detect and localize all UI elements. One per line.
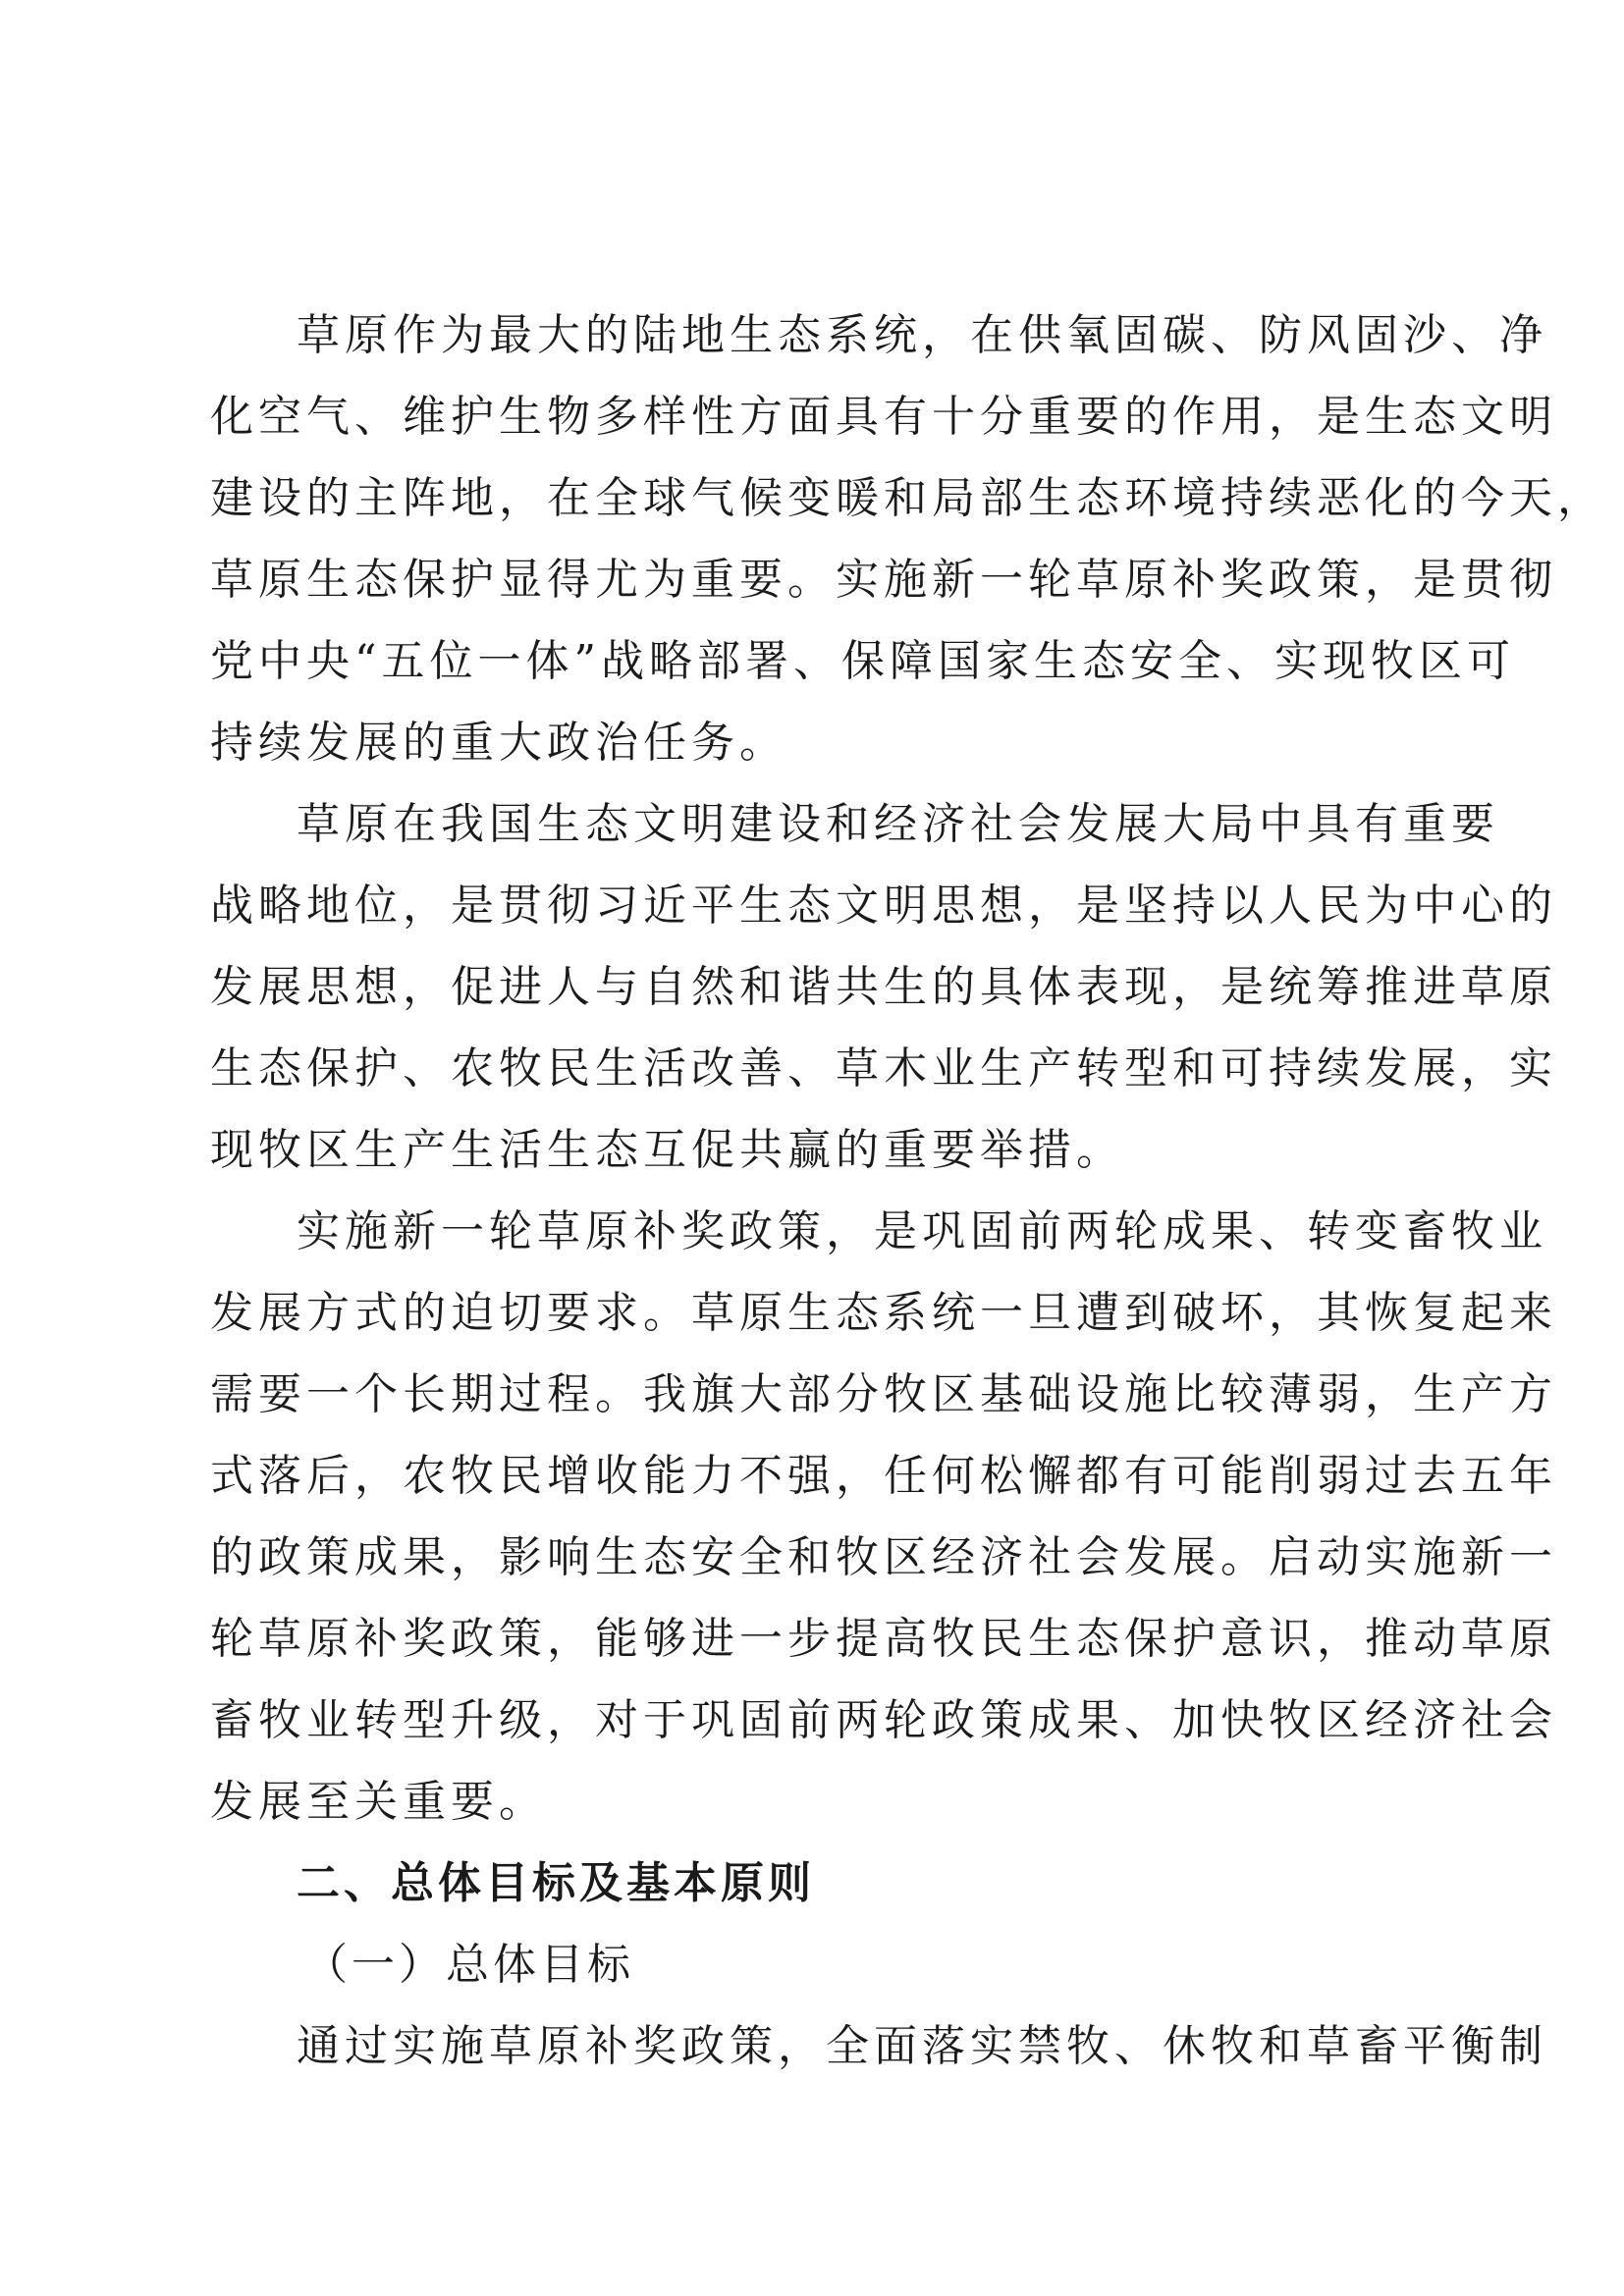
text-line: 发展方式的迫切要求。草原生态系统一旦遭到破坏，其恢复起来 — [210, 1288, 1557, 1338]
text-line: 战略地位，是贯彻习近平生态文明思想，是坚持以人民为中心的 — [210, 881, 1557, 931]
text-line: 需要一个长期过程。我旗大部分牧区基础设施比较薄弱，生产方 — [210, 1369, 1557, 1419]
text-line: 建设的主阵地，在全球气候变暖和局部生态环境持续恶化的今天， — [210, 473, 1605, 523]
text-line: 式落后，农牧民增收能力不强，任何松懈都有可能削弱过去五年 — [210, 1451, 1557, 1501]
text-line: 草原生态保护显得尤为重要。实施新一轮草原补奖政策，是贯彻 — [210, 555, 1557, 605]
paragraph-4-line: 通过实施草原补奖政策，全面落实禁牧、休牧和草畜平衡制 — [297, 2021, 1547, 2071]
paragraph-1 — [210, 294, 1605, 783]
document-body — [210, 294, 1605, 2087]
text-line: 现牧区生产生活生态互促共赢的重要举措。 — [210, 1125, 1124, 1175]
subsection-heading: （一）总体目标 — [304, 1940, 634, 1990]
text-line: 实施新一轮草原补奖政策，是巩固前两轮成果、转变畜牧业 — [297, 1206, 1547, 1256]
text-line: 持续发展的重大政治任务。 — [210, 718, 787, 768]
paragraph-2 — [210, 783, 1557, 1191]
text-line: 生态保护、农牧民生活改善、草木业生产转型和可持续发展，实 — [210, 1043, 1557, 1094]
section-heading: 二、总体目标及基本原则 — [297, 1858, 815, 1908]
text-line: 发展思想，促进人与自然和谐共生的具体表现，是统筹推进草原 — [210, 962, 1557, 1012]
text-line: 草原在我国生态文明建设和经济社会发展大局中具有重要 — [297, 799, 1499, 849]
text-line: 轮草原补奖政策，能够进一步提高牧民生态保护意识，推动草原 — [210, 1614, 1557, 1664]
text-line: 畜牧业转型升级，对于巩固前两轮政策成果、加快牧区经济社会 — [210, 1695, 1557, 1745]
text-line: 发展至关重要。 — [210, 1777, 547, 1827]
text-line: 化空气、维护生物多样性方面具有十分重要的作用，是生态文明 — [210, 392, 1557, 442]
text-line: 的政策成果，影响生态安全和牧区经济社会发展。启动实施新一 — [210, 1532, 1557, 1582]
paragraph-3 — [210, 1191, 1557, 1842]
text-line: 草原作为最大的陆地生态系统，在供氧固碳、防风固沙、净 — [297, 310, 1547, 360]
text-line: 党中央“五位一体”战略部署、保障国家生态安全、实现牧区可 — [210, 636, 1515, 686]
